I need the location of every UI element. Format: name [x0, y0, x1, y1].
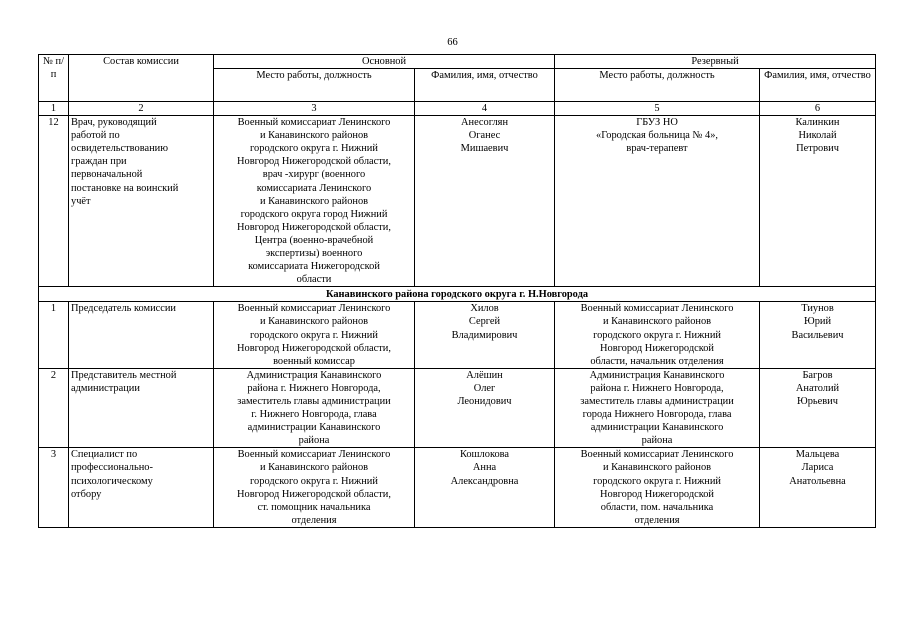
reserve-fio-cell — [760, 368, 876, 448]
text-line: и Канавинского районов — [259, 130, 369, 142]
column-number: 3 — [214, 102, 415, 116]
text-line: района г. Нижнего Новгорода, — [590, 382, 724, 394]
text-line: Николай — [798, 130, 837, 142]
text-line: отделения — [291, 514, 337, 526]
text-line: учёт — [71, 195, 91, 207]
role-cell — [69, 368, 214, 448]
section-header-row — [39, 287, 876, 302]
row-number: 12 — [39, 116, 69, 287]
text-line: администрации Канавинского — [590, 422, 724, 434]
text-line: Новгород Нижегородской области, — [237, 156, 391, 168]
header-no: № п/п — [39, 55, 69, 102]
main-fio-cell — [415, 302, 555, 368]
text-line: Новгород Нижегородской — [600, 342, 714, 354]
text-line: Анатолий — [795, 382, 840, 394]
text-line: Специалист по — [71, 449, 138, 461]
text-line: Военный комиссариат Ленинского — [237, 117, 391, 129]
text-line: военный комиссар — [273, 355, 355, 367]
table-row — [39, 368, 876, 448]
text-line: городского округа г. Нижний — [250, 329, 378, 341]
text-line: района — [298, 435, 330, 447]
text-line: Новгород Нижегородской области, — [237, 342, 391, 354]
reserve-fio-cell — [760, 116, 876, 287]
text-line: Врач, руководящий — [71, 117, 157, 129]
text-line: г. Нижнего Новгорода, глава — [251, 409, 377, 421]
text-line: Лариса — [801, 462, 834, 474]
text-line: городского округа г. Нижний — [250, 143, 378, 155]
text-line: Хилов — [470, 303, 499, 315]
reserve-workplace-cell — [555, 448, 760, 528]
text-line: «Городская больница № 4», — [596, 130, 719, 142]
column-number: 1 — [39, 102, 69, 116]
header-composition: Состав комиссии — [69, 55, 214, 102]
text-line: комиссариата Нижегородской — [248, 261, 380, 273]
text-line: врач -хирург (военного — [262, 169, 366, 181]
column-number: 4 — [415, 102, 555, 116]
commission-table — [38, 54, 876, 528]
text-line: Военный комиссариат Ленинского — [580, 449, 734, 461]
main-workplace-cell — [214, 302, 415, 368]
text-line: Анатольевна — [789, 475, 846, 487]
text-line: Мальцева — [795, 449, 840, 461]
text-line: Юрьевич — [797, 395, 838, 407]
text-line: отбору — [71, 488, 102, 500]
text-line: Сергей — [468, 316, 501, 328]
table-row — [39, 448, 876, 528]
column-number: 2 — [69, 102, 214, 116]
text-line: Центра (военно-врачебной — [254, 234, 374, 246]
text-line: ст. помощник начальника — [257, 501, 371, 513]
table-body-section — [39, 302, 876, 528]
column-number-row — [39, 102, 876, 116]
text-line: Анесоглян — [461, 117, 509, 129]
reserve-workplace-cell — [555, 116, 760, 287]
text-line: Петрович — [796, 143, 839, 155]
main-fio-cell — [415, 116, 555, 287]
main-workplace-cell — [214, 368, 415, 448]
section-title: Канавинского района городского округа г. Н.Новгорода — [39, 287, 876, 302]
text-line: Тиунов — [801, 303, 834, 315]
text-line: психологическому — [71, 475, 153, 487]
table-row — [39, 116, 876, 287]
text-line: и Канавинского районов — [602, 462, 712, 474]
text-line: области, начальник отделения — [590, 355, 724, 367]
reserve-workplace-cell — [555, 368, 760, 448]
text-line: работой по — [71, 130, 120, 142]
text-line: и Канавинского районов — [259, 316, 369, 328]
text-line: комиссариата Ленинского — [256, 182, 372, 194]
row-number: 1 — [39, 302, 69, 368]
text-line: Военный комиссариат Ленинского — [237, 303, 391, 315]
text-line: Васильевич — [791, 329, 844, 341]
text-line: ГБУЗ НО — [636, 117, 678, 129]
text-line: и Канавинского районов — [259, 195, 369, 207]
text-line: Мишаевич — [460, 143, 509, 155]
text-line: администрации Канавинского — [247, 422, 381, 434]
text-line: Новгород Нижегородской области, — [237, 488, 391, 500]
text-line: Олег — [473, 382, 496, 394]
text-line: Юрий — [804, 316, 832, 328]
reserve-fio-cell — [760, 302, 876, 368]
row-number: 3 — [39, 448, 69, 528]
text-line: профессионально- — [71, 462, 153, 474]
text-line: Представитель местной — [71, 369, 177, 381]
text-line: Александровна — [450, 475, 519, 487]
text-line: района г. Нижнего Новгорода, — [247, 382, 381, 394]
text-line: Новгород Нижегородской области, — [237, 221, 391, 233]
header-reserve-workplace: Место работы, должность — [555, 69, 760, 102]
text-line: граждан при — [71, 156, 127, 168]
table-body-top — [39, 116, 876, 287]
column-number: 5 — [555, 102, 760, 116]
text-line: Владимирович — [451, 329, 518, 341]
header-reserve-fio: Фамилия, имя, отчество — [760, 69, 876, 102]
text-line: Председатель комиссии — [71, 303, 176, 315]
reserve-workplace-cell — [555, 302, 760, 368]
text-line: Военный комиссариат Ленинского — [580, 303, 734, 315]
text-line: Анна — [472, 462, 497, 474]
text-line: Новгород Нижегородской — [600, 488, 714, 500]
text-line: Оганес — [468, 130, 501, 142]
text-line: врач-терапевт — [626, 143, 688, 155]
text-line: и Канавинского районов — [602, 316, 712, 328]
header-main-fio: Фамилия, имя, отчество — [415, 69, 555, 102]
text-line: области, пом. начальника — [600, 501, 714, 513]
page-number: 66 — [447, 37, 458, 48]
main-fio-cell — [415, 368, 555, 448]
header-reserve: Резервный — [555, 55, 876, 69]
text-line: Багров — [802, 369, 833, 381]
role-cell — [69, 116, 214, 287]
text-line: Кошлокова — [459, 449, 510, 461]
text-line: городского округа город Нижний — [240, 208, 388, 220]
main-workplace-cell — [214, 448, 415, 528]
row-number: 2 — [39, 368, 69, 448]
text-line: городского округа г. Нижний — [593, 475, 721, 487]
main-fio-cell — [415, 448, 555, 528]
column-number: 6 — [760, 102, 876, 116]
text-line: Администрация Канавинского — [246, 369, 382, 381]
text-line: Леонидович — [457, 395, 512, 407]
text-line: района — [641, 435, 673, 447]
role-cell — [69, 448, 214, 528]
text-line: области — [296, 274, 332, 286]
text-line: города Нижнего Новгорода, глава — [582, 409, 732, 421]
role-cell — [69, 302, 214, 368]
header-main: Основной — [214, 55, 555, 69]
text-line: городского округа г. Нижний — [250, 475, 378, 487]
text-line: первоначальной — [71, 169, 143, 181]
text-line: Алёшин — [466, 369, 503, 381]
text-line: городского округа г. Нижний — [593, 329, 721, 341]
section-body — [39, 287, 876, 302]
main-workplace-cell — [214, 116, 415, 287]
text-line: и Канавинского районов — [259, 462, 369, 474]
text-line: Военный комиссариат Ленинского — [237, 449, 391, 461]
text-line: постановке на воинский — [71, 182, 179, 194]
table-row — [39, 302, 876, 368]
header-row-1 — [39, 55, 876, 69]
reserve-fio-cell — [760, 448, 876, 528]
text-line: заместитель главы администрации — [237, 395, 391, 407]
text-line: администрации — [71, 382, 140, 394]
text-line: отделения — [634, 514, 680, 526]
text-line: Администрация Канавинского — [589, 369, 725, 381]
text-line: Калинкин — [795, 117, 840, 129]
header-main-workplace: Место работы, должность — [214, 69, 415, 102]
text-line: освидетельствованию — [71, 143, 168, 155]
text-line: экспертизы) военного — [265, 248, 363, 260]
text-line: заместитель главы администрации — [580, 395, 734, 407]
